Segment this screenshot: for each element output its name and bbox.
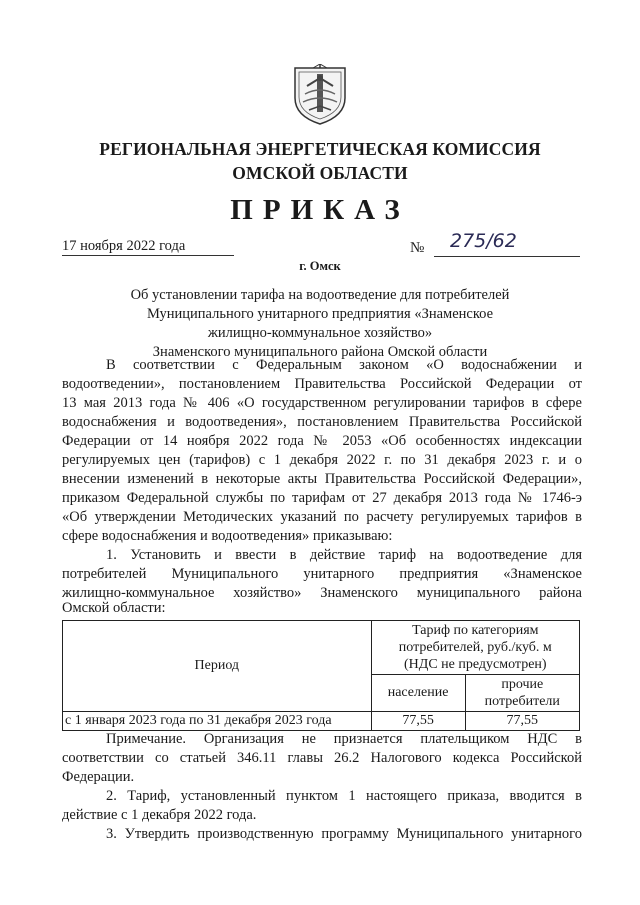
document-type-title: ПРИКАЗ (230, 194, 410, 226)
header-tariff-line: Тариф по категориям (412, 623, 539, 638)
cell-period: с 1 января 2023 года по 31 декабря 2023 года (63, 712, 372, 731)
body-line: соответствии со статьей 346.11 главы 26.2 Налогового кодекса Российской (62, 750, 582, 766)
header-tariff-line: потребителей, руб./куб. м (398, 640, 552, 655)
body-line: регулируемых цен (тарифов) с 1 декабря 2022 г. по 31 декабря 2023 г. и о (62, 452, 582, 468)
number-sign: № (410, 240, 425, 256)
document-number-handwritten: 275/62 (450, 230, 517, 252)
body-line: 3. Утвердить производственную программу Муниципального унитарного (106, 826, 582, 842)
header-other (465, 675, 579, 712)
body-line: 2. Тариф, установленный пунктом 1 настоящего приказа, вводится в (106, 788, 582, 804)
cell-other: 77,55 (465, 712, 579, 731)
header-period: Период (63, 621, 372, 712)
subject-line: жилищно-коммунальное хозяйство» (207, 325, 433, 341)
number-underline (434, 256, 580, 257)
body-line: жилищно-коммунальное хозяйство» Знаменского муниципального района (62, 585, 582, 601)
body-line: приказом Федеральной службы по тарифам от 27 декабря 2013 года № 1746-э (62, 490, 582, 506)
body-line: водоотведении», постановлением Правительства Российской Федерации от (62, 376, 582, 392)
body-line: «Об утверждении Методических указаний по расчету регулируемых тарифов в (62, 509, 582, 525)
header-tariff-line: (НДС не предусмотрен) (404, 657, 547, 672)
organization-name-line2: ОМСКОЙ ОБЛАСТИ (232, 163, 408, 183)
table-row (63, 712, 580, 731)
header-tariff (371, 621, 579, 675)
body-line: Омской области: (62, 600, 166, 616)
body-line: внесении изменений в некоторые акты Правительства Российской Федерации», (62, 471, 582, 487)
cell-population: 77,55 (371, 712, 465, 731)
body-line: водоснабжения и водоотведения», постановлением Правительства Российской (62, 414, 582, 430)
body-line: сфере водоснабжения и водоотведения» приказываю: (62, 528, 393, 544)
body-line: 13 мая 2013 года № 406 «О государственном регулировании тарифов в сфере (62, 395, 582, 411)
subject-line: Муниципального унитарного предприятия «Знаменское (146, 306, 494, 322)
body-line: потребителей Муниципального унитарного предприятия «Знаменское (62, 566, 582, 582)
organization-name-line1: РЕГИОНАЛЬНАЯ ЭНЕРГЕТИЧЕСКАЯ КОМИССИЯ (99, 139, 541, 159)
document-subject (90, 286, 550, 362)
subject-line: Знаменского муниципального района Омской области (152, 344, 488, 360)
document-date: 17 ноября 2022 года (62, 238, 234, 256)
header-other-line: прочие (501, 677, 544, 692)
header-other-line: потребители (484, 694, 560, 709)
body-line: действие с 1 декабря 2022 года. (62, 807, 257, 823)
header-population: население (371, 675, 465, 712)
tariff-table (62, 620, 580, 731)
body-line: Примечание. Организация не признается плательщиком НДС в (106, 731, 582, 747)
body-line: В соответствии с Федеральным законом «О водоснабжении и (106, 357, 582, 373)
body-line: 1. Установить и ввести в действие тариф на водоотведение для (106, 547, 582, 563)
coat-of-arms-emblem (289, 64, 351, 126)
body-line: Федерации от 14 ноября 2022 года № 2053 «Об особенностях индексации (62, 433, 582, 449)
subject-line: Об установлении тарифа на водоотведение для потребителей (130, 287, 510, 303)
city-label: г. Омск (299, 259, 341, 273)
body-line: Федерации. (62, 769, 135, 785)
